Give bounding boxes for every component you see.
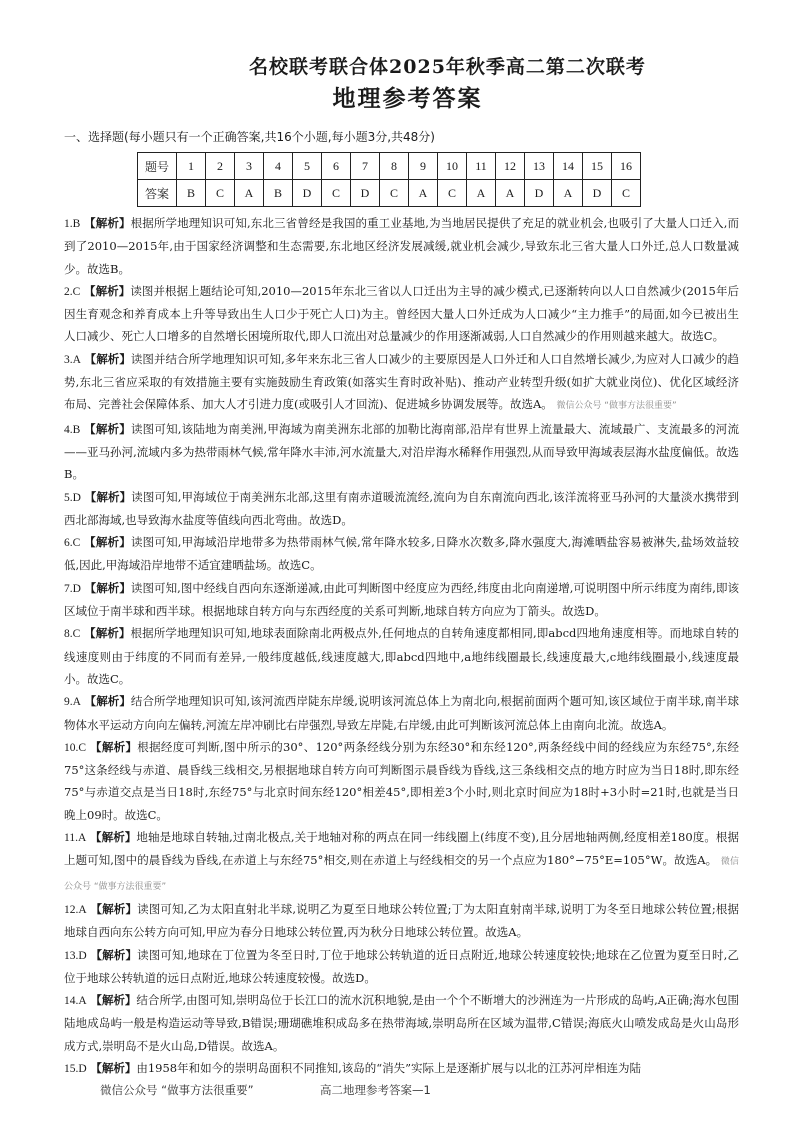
row-label-number: 题号: [138, 153, 177, 180]
table-cell: D: [293, 180, 322, 207]
list-item: 1.B 【解析】根据所学地理知识可知,东北三省曾经是我国的重工业基地,为当地居民提供了充足的就业机会,也吸引了大量人口迁入,而到了2010—2015年,由于国家经济调整和生态需要,东北地区经济发展减缓,就业机会减少,导致东北三省大量人口外迁,总人口数量减少。故选B。: [64, 216, 740, 276]
table-cell: 5: [293, 153, 322, 180]
table-cell: 6: [322, 153, 351, 180]
answer-table: [137, 152, 641, 207]
table-cell: C: [380, 180, 409, 207]
watermark-text: 微信公众号 “做事方法很重要”: [64, 857, 739, 892]
list-item: 9.A 【解析】结合所学地理知识可知,该河流西岸陡东岸缓,说明该河流总体上为南北向,根据前面两个题可知,该区域位于南半球,南半球物体水平运动方向向左偏转,河流左岸冲刷比右岸强烈,导致左岸陡,右岸缓,由此可判断该河流总体上由南向北流。故选A。: [64, 694, 740, 732]
list-item: 2.C 【解析】读图并根据上题结论可知,2010—2015年东北三省以人口迁出为主导的减少模式,已逐渐转向以人口自然减少(2015年后因生育观念和养育成本上升等导致出生人口少于死亡人口)为主。曾经因大量人口外迁成为人口减少“主力推手”的局面,如今已被出生人口减少、死亡人口增多的自然增长困境所取代,即人口流出对总量减少的作用逐渐减弱,人口自然减少的作用则越来越大。故选C。: [64, 283, 740, 344]
table-cell: 16: [612, 153, 641, 180]
table-cell: A: [235, 180, 264, 207]
list-item: 13.D 【解析】读图可知,地球在丁位置为冬至日时,丁位于地球公转轨道的近日点附近,地球公转速度较快;地球在乙位置为夏至日时,乙位于地球公转轨道的远日点附近,地球公转速度较慢。故选D。: [64, 947, 739, 985]
list-item: 8.C 【解析】根据所学地理知识可知,地球表面除南北两极点外,任何地点的自转角速度都相同,即abcd四地角速度相等。而地球自转的线速度则由于纬度的不同而有差异,一般纬度越低,线速度越大,即abcd四地中,a地纬线圈最长,线速度最大,c地纬线圈最小,线速度最小。故选C。: [64, 626, 740, 686]
table-cell: 4: [264, 153, 293, 180]
table-cell: C: [206, 180, 235, 207]
table-cell: D: [583, 180, 612, 207]
table-cell: 7: [351, 153, 380, 180]
table-cell: 1: [177, 153, 206, 180]
list-item: 12.A 【解析】读图可知,乙为太阳直射北半球,说明乙为夏至日地球公转位置;丁为太阳直射南半球,说明丁为冬至日地球公转位置;根据地球自西向东公转方向可知,甲应为春分日地球公转位置,丙为秋分日地球公转位置。故选A。: [64, 901, 739, 940]
list-item: 4.B 【解析】读图可知,该陆地为南美洲,甲海域为南美洲东北部的加勒比海南部,沿岸有世界上流量最大、流域最广、支流最多的河流——亚马孙河,流域内多为热带雨林气候,常年降水丰沛,河水流量大,对沿岸海水稀释作用强烈,从而导致甲海域表层海水盐度偏低。故选B。: [64, 421, 740, 482]
section-heading: 一、选择题(每小题只有一个正确答案,共16个小题,每小题3分,共48分): [64, 130, 435, 144]
table-cell: A: [467, 180, 496, 207]
table-cell: C: [612, 180, 641, 207]
explanation-list: [64, 212, 739, 1080]
table-cell: B: [177, 180, 206, 207]
table-cell: A: [496, 180, 525, 207]
table-cell: D: [351, 180, 380, 207]
table-cell: 14: [554, 153, 583, 180]
table-cell: 13: [525, 153, 554, 180]
table-cell: 11: [467, 153, 496, 180]
list-item: 14.A 【解析】结合所学,由图可知,崇明岛位于长江口的流水沉积地貌,是由一个个不断增大的沙洲连为一片形成的岛屿,A正确;海水包围陆地成岛屿一般是构造运动等导致,B错误;珊瑚礁堆积成岛多在热带海域,崇明岛所在区域为温带,C错误;海底火山喷发成岛是火山岛形成方式,崇明岛不是火山岛,D错误。故选A。: [64, 993, 740, 1053]
table-cell: C: [322, 180, 351, 207]
list-item: 10.C 【解析】根据经度可判断,图中所示的30°、120°两条经线分别为东经30°和东经120°,两条经线中间的经线应为东经75°,东经75°这条经线与赤道、晨昏线三线相交,另根据地球自转方向可判断图示晨昏线为昏线,这三条线相交点的地方时应为当日18时,即东经75°与赤道交点是当日18时,东经75°与北京时间东经120°相差45°,即相差3个小时,则北京时间应为18时+3小时=21时,也就是当日晚上09时。故选C。: [64, 739, 740, 822]
exam-title: 名校联考联合体2025年秋季高二第二次联考: [249, 56, 646, 78]
list-item: 3.A 【解析】读图并结合所学地理知识可知,多年来东北三省人口减少的主要原因是人口外迁和人口自然增长减少,为应对人口减少的趋势,东北三省应采取的有效措施主要有实施鼓励生育政策(如落实生育时政补贴)、推动产业转型升级(如扩大就业岗位)、优化区域经济布局、完善社会保障体系、加大人才引进力度(或吸引人才回流)、促进城乡协调发展等。故选A。 微信公众号 “做事方法很重要”: [64, 351, 740, 412]
answer-row: [138, 180, 641, 207]
table-cell: 15: [583, 153, 612, 180]
table-cell: A: [554, 180, 583, 207]
document-subtitle: 地理参考答案: [332, 86, 483, 112]
table-cell: D: [525, 180, 554, 207]
table-cell: B: [264, 180, 293, 207]
footer-wechat-note: 微信公众号 “做事方法很重要”: [100, 1083, 254, 1097]
table-cell: 9: [409, 153, 438, 180]
table-cell: 10: [438, 153, 467, 180]
question-number-row: [138, 153, 641, 180]
list-item: 15.D 【解析】由1958年和如今的崇明岛面积不同推知,该岛的“消失”实际上是逐渐扩展与以北的江苏河岸相连为陆: [64, 1060, 642, 1075]
table-cell: 8: [380, 153, 409, 180]
list-item: 11.A 【解析】地轴是地球自转轴,过南北极点,关于地轴对称的两点在同一纬线圈上(纬度不变),且分居地轴两侧,经度相差180度。根据上题可知,图中的晨昏线为昏线,在赤道上与东经75°相交,则在赤道上与经线相交的另一个点应为180°−75°E=105°W。故选A。 微信公众号 “做事方法很重要”: [64, 830, 740, 892]
row-label-answer: 答案: [138, 180, 177, 207]
page-number: 高二地理参考答案—1: [320, 1083, 431, 1097]
table-cell: 3: [235, 153, 264, 180]
list-item: 7.D 【解析】读图可知,图中经线自西向东逐渐递减,由此可判断图中经度应为西经,纬度由北向南递增,可说明图中所示纬度为南纬,即该区域位于南半球和西半球。根据地球自转方向与东西经度的关系可判断,地球自转方向应为丁箭头。故选D。: [64, 580, 740, 619]
list-item: 6.C 【解析】读图可知,甲海域沿岸地带多为热带雨林气候,常年降水较多,日降水次数多,降水强度大,海滩晒盐容易被淋失,盐场效益较低,因此,甲海域沿岸地带不适宜建晒盐场。故选C。: [64, 535, 739, 573]
table-cell: 2: [206, 153, 235, 180]
watermark-text: 微信公众号 “做事方法很重要”: [556, 401, 677, 412]
table-cell: C: [438, 180, 467, 207]
page-footer: [0, 1082, 795, 1104]
table-cell: A: [409, 180, 438, 207]
table-cell: 12: [496, 153, 525, 180]
list-item: 5.D 【解析】读图可知,甲海域位于南美洲东北部,这里有南赤道暖流流经,流向为自东南流向西北,该洋流将亚马孙河的大量淡水携带到西北部海域,也导致海水盐度等值线向西北弯曲。故选D。: [64, 489, 739, 527]
